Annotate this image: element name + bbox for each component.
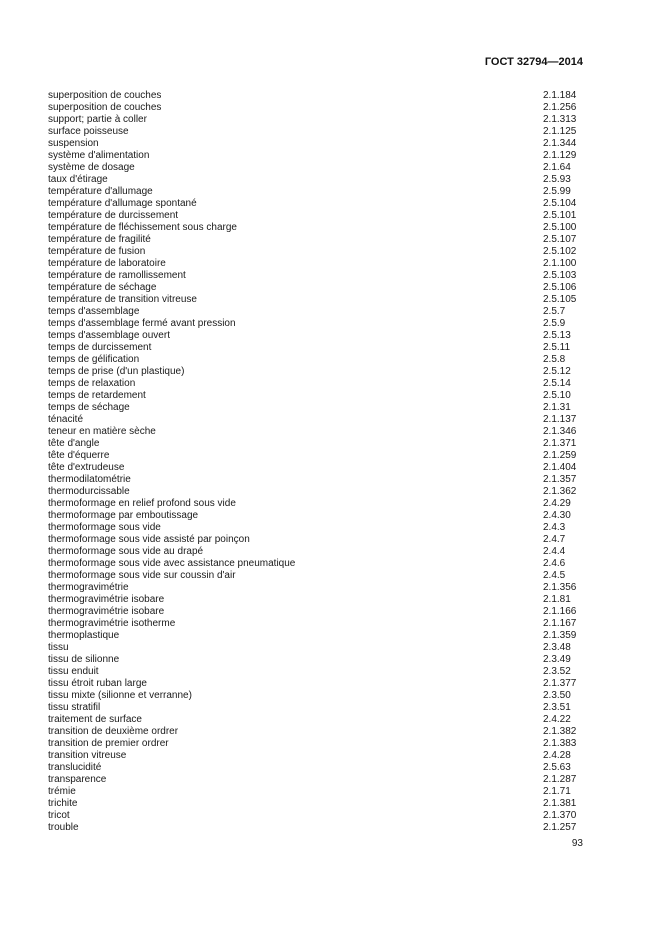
index-ref: 2.3.49 — [543, 654, 571, 665]
index-ref: 2.1.370 — [543, 810, 577, 821]
index-entry — [48, 150, 583, 162]
index-ref: 2.1.166 — [543, 606, 577, 617]
index-term: trichite — [48, 798, 78, 809]
index-term: temps d'assemblage — [48, 306, 140, 317]
index-entry — [48, 498, 583, 510]
index-ref: 2.1.64 — [543, 162, 571, 173]
index-entry — [48, 306, 583, 318]
index-ref: 2.1.313 — [543, 114, 577, 125]
index-entry — [48, 282, 583, 294]
index-entry — [48, 630, 583, 642]
index-term: tissu enduit — [48, 666, 99, 677]
index-term: traitement de surface — [48, 714, 142, 725]
index-entry — [48, 642, 583, 654]
index-ref: 2.1.137 — [543, 414, 577, 425]
index-ref: 2.4.29 — [543, 498, 571, 509]
index-term: température de séchage — [48, 282, 157, 293]
index-term: tricot — [48, 810, 70, 821]
index-entry — [48, 462, 583, 474]
index-term: superposition de couches — [48, 102, 162, 113]
index-ref: 2.5.93 — [543, 174, 571, 185]
index-ref: 2.5.7 — [543, 306, 566, 317]
index-entry — [48, 690, 583, 702]
index-entry — [48, 186, 583, 198]
index-term: thermogravimétrie isobare — [48, 594, 165, 605]
index-ref: 2.5.106 — [543, 282, 577, 293]
index-term: temps de durcissement — [48, 342, 152, 353]
index-ref: 2.5.104 — [543, 198, 577, 209]
index-ref: 2.1.383 — [543, 738, 577, 749]
index-entry — [48, 378, 583, 390]
index-entry — [48, 738, 583, 750]
index-ref: 2.5.101 — [543, 210, 577, 221]
index-entry — [48, 534, 583, 546]
index-entry — [48, 570, 583, 582]
index-term: support; partie à coller — [48, 114, 147, 125]
index-term: thermoformage sous vide sur coussin d'air — [48, 570, 236, 581]
index-term: tissu de silionne — [48, 654, 120, 665]
index-entry — [48, 402, 583, 414]
index-term: tissu — [48, 642, 69, 653]
index-entry — [48, 786, 583, 798]
index-ref: 2.1.256 — [543, 102, 577, 113]
index-entry — [48, 450, 583, 462]
index-term: temps de séchage — [48, 402, 130, 413]
index-entry — [48, 606, 583, 618]
index-entry — [48, 750, 583, 762]
index-term: transition de deuxième ordrer — [48, 726, 179, 737]
index-ref: 2.1.371 — [543, 438, 577, 449]
index-ref: 2.5.107 — [543, 234, 577, 245]
index-term: teneur en matière sèche — [48, 426, 156, 437]
index-ref: 2.3.51 — [543, 702, 571, 713]
index-entry — [48, 558, 583, 570]
index-term: thermodurcissable — [48, 486, 130, 497]
index-ref: 2.5.105 — [543, 294, 577, 305]
index-term: thermoformage sous vide avec assistance pneumatique — [48, 558, 296, 569]
index-term: température de durcissement — [48, 210, 179, 221]
index-entry — [48, 618, 583, 630]
index-entry — [48, 774, 583, 786]
index-ref: 2.1.287 — [543, 774, 577, 785]
index-ref: 2.5.102 — [543, 246, 577, 257]
index-ref: 2.3.48 — [543, 642, 571, 653]
index-term: thermoformage par emboutissage — [48, 510, 199, 521]
index-entry — [48, 126, 583, 138]
index-ref: 2.3.50 — [543, 690, 571, 701]
index-term: taux d'étirage — [48, 174, 108, 185]
index-entry — [48, 522, 583, 534]
index-entry — [48, 234, 583, 246]
index-term: tête d'angle — [48, 438, 100, 449]
index-term: température de fusion — [48, 246, 146, 257]
index-term: système de dosage — [48, 162, 135, 173]
index-term: thermogravimétrie isobare — [48, 606, 165, 617]
index-ref: 2.1.356 — [543, 582, 577, 593]
index-entry — [48, 294, 583, 306]
index-term: thermoformage sous vide au drapé — [48, 546, 204, 557]
index-ref: 2.1.381 — [543, 798, 577, 809]
index-entry — [48, 222, 583, 234]
index-ref: 2.4.30 — [543, 510, 571, 521]
index-term: thermoplastique — [48, 630, 120, 641]
index-entry — [48, 798, 583, 810]
index-term: ténacité — [48, 414, 84, 425]
index-ref: 2.5.100 — [543, 222, 577, 233]
page-number: 93 — [571, 838, 583, 849]
index-ref: 2.3.52 — [543, 666, 571, 677]
index-ref: 2.4.5 — [543, 570, 566, 581]
document-header — [48, 56, 583, 68]
index-ref: 2.5.9 — [543, 318, 566, 329]
index-ref: 2.5.103 — [543, 270, 577, 281]
index-term: temps de relaxation — [48, 378, 136, 389]
index-term: thermoformage sous vide — [48, 522, 161, 533]
index-term: trouble — [48, 822, 79, 833]
index-ref: 2.5.10 — [543, 390, 571, 401]
index-entry — [48, 210, 583, 222]
index-term: suspension — [48, 138, 99, 149]
index-entry — [48, 702, 583, 714]
index-entry — [48, 102, 583, 114]
index-ref: 2.1.259 — [543, 450, 577, 461]
index-term: trémie — [48, 786, 76, 797]
index-term: temps de gélification — [48, 354, 140, 365]
index-ref: 2.1.71 — [543, 786, 571, 797]
index-ref: 2.1.129 — [543, 150, 577, 161]
index-term: tissu mixte (silionne et verranne) — [48, 690, 192, 701]
index-ref: 2.1.404 — [543, 462, 577, 473]
index-ref: 2.1.362 — [543, 486, 577, 497]
index-entry — [48, 714, 583, 726]
index-ref: 2.1.346 — [543, 426, 577, 437]
index-ref: 2.1.357 — [543, 474, 577, 485]
index-term: système d'alimentation — [48, 150, 150, 161]
index-term: transparence — [48, 774, 107, 785]
index-ref: 2.4.4 — [543, 546, 566, 557]
index-ref: 2.4.6 — [543, 558, 566, 569]
index-entry — [48, 474, 583, 486]
index-ref: 2.5.13 — [543, 330, 571, 341]
index-ref: 2.1.344 — [543, 138, 577, 149]
index-entry — [48, 426, 583, 438]
index-term: thermogravimétrie — [48, 582, 129, 593]
index-ref: 2.1.167 — [543, 618, 577, 629]
index-entry — [48, 594, 583, 606]
index-term: transition de premier ordrer — [48, 738, 169, 749]
index-ref: 2.1.125 — [543, 126, 577, 137]
index-entry — [48, 678, 583, 690]
index-ref: 2.1.257 — [543, 822, 577, 833]
index-entry — [48, 162, 583, 174]
index-term: tête d'équerre — [48, 450, 110, 461]
index-ref: 2.5.8 — [543, 354, 566, 365]
index-ref: 2.5.12 — [543, 366, 571, 377]
index-ref: 2.1.100 — [543, 258, 577, 269]
index-ref: 2.1.31 — [543, 402, 571, 413]
index-ref: 2.5.11 — [543, 342, 571, 353]
standard-number: ГОСТ 32794—2014 — [484, 56, 583, 68]
index-entry — [48, 270, 583, 282]
index-entry — [48, 90, 583, 102]
index-term: temps d'assemblage ouvert — [48, 330, 170, 341]
index-entry — [48, 414, 583, 426]
index-term: temps de retardement — [48, 390, 146, 401]
index-term: température d'allumage — [48, 186, 153, 197]
index-ref: 2.1.359 — [543, 630, 577, 641]
index-entry — [48, 810, 583, 822]
index-entry — [48, 354, 583, 366]
index-entry — [48, 726, 583, 738]
index-term: température de fléchissement sous charge — [48, 222, 237, 233]
index-term: surface poisseuse — [48, 126, 129, 137]
index-ref: 2.1.81 — [543, 594, 571, 605]
index-term: tissu étroit ruban large — [48, 678, 147, 689]
index-entry — [48, 582, 583, 594]
index-ref: 2.1.377 — [543, 678, 577, 689]
index-entry — [48, 510, 583, 522]
index-entry — [48, 486, 583, 498]
index-term: thermoformage sous vide assisté par poinçon — [48, 534, 250, 545]
index-entry — [48, 654, 583, 666]
index-ref: 2.4.3 — [543, 522, 566, 533]
index-term: transition vitreuse — [48, 750, 127, 761]
index-term: translucidité — [48, 762, 102, 773]
index-term: temps d'assemblage fermé avant pression — [48, 318, 236, 329]
index-term: thermoformage en relief profond sous vide — [48, 498, 236, 509]
index-term: température de transition vitreuse — [48, 294, 197, 305]
index-entry — [48, 174, 583, 186]
index-term: tête d'extrudeuse — [48, 462, 125, 473]
index-term: température d'allumage spontané — [48, 198, 197, 209]
index-term: température de fragilité — [48, 234, 151, 245]
index-entry — [48, 390, 583, 402]
index-entry — [48, 246, 583, 258]
index-ref: 2.1.184 — [543, 90, 577, 101]
index-entry — [48, 666, 583, 678]
index-entry — [48, 114, 583, 126]
index-term: tissu stratifil — [48, 702, 101, 713]
index-ref: 2.1.382 — [543, 726, 577, 737]
index-term: température de ramollissement — [48, 270, 186, 281]
index-entry — [48, 138, 583, 150]
index-ref: 2.4.28 — [543, 750, 571, 761]
index-entry — [48, 822, 583, 834]
index-entry — [48, 546, 583, 558]
page-footer — [48, 838, 583, 849]
index-term: température de laboratoire — [48, 258, 166, 269]
index-entry — [48, 198, 583, 210]
index-term: superposition de couches — [48, 90, 162, 101]
index-entry — [48, 342, 583, 354]
index-ref: 2.4.7 — [543, 534, 566, 545]
index-term: temps de prise (d'un plastique) — [48, 366, 185, 377]
index-entry — [48, 258, 583, 270]
index-ref: 2.4.22 — [543, 714, 571, 725]
index-ref: 2.5.99 — [543, 186, 571, 197]
index-entry — [48, 438, 583, 450]
index-term: thermogravimétrie isotherme — [48, 618, 176, 629]
index-entry — [48, 366, 583, 378]
index-entry — [48, 318, 583, 330]
index-ref: 2.5.63 — [543, 762, 571, 773]
index-term: thermodilatométrie — [48, 474, 131, 485]
index-entry — [48, 330, 583, 342]
index-ref: 2.5.14 — [543, 378, 571, 389]
index-entry — [48, 762, 583, 774]
index-list — [48, 90, 583, 834]
